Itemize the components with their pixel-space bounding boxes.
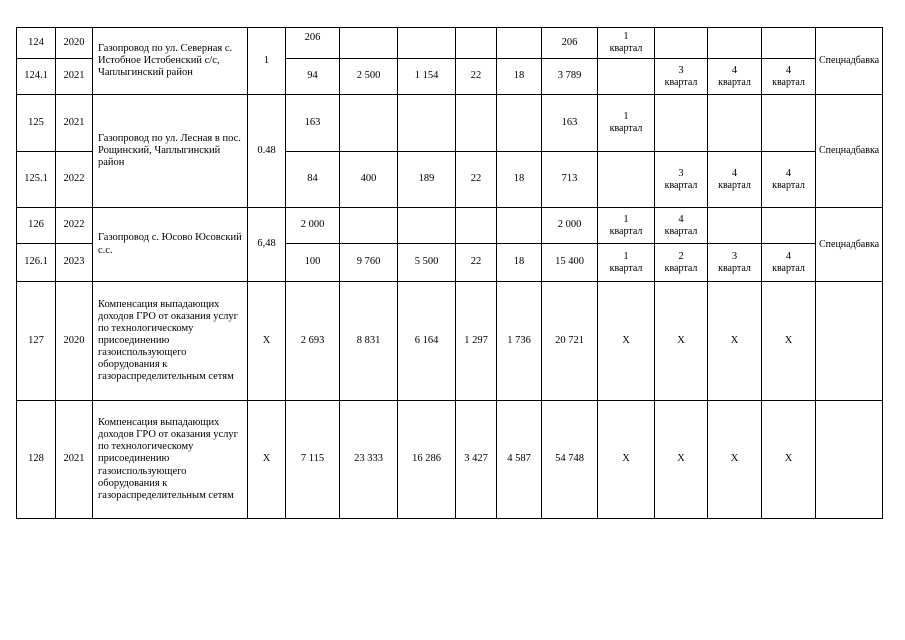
value-2: 400 (340, 152, 398, 208)
quarter-cell: 1 квартал (598, 95, 655, 152)
contractor: Спецнадбавка (816, 208, 883, 282)
quarter-cell: 4 квартал (708, 152, 762, 208)
quarter-cell (655, 95, 708, 152)
quarter-cell: Х (762, 282, 816, 401)
table-row (17, 208, 883, 244)
quarter-cell: 3 квартал (655, 59, 708, 95)
value-total: 15 400 (542, 244, 598, 282)
quarter-cell: 1 квартал (598, 208, 655, 244)
row-id: 126.1 (17, 244, 56, 282)
table-row (17, 28, 883, 59)
value-3 (398, 208, 456, 244)
value-2: 23 333 (340, 401, 398, 519)
value-1: 100 (286, 244, 340, 282)
value-1: 94 (286, 59, 340, 95)
quarter-cell (598, 152, 655, 208)
contractor: Спецнадбавка (816, 95, 883, 208)
table-row (17, 95, 883, 152)
row-year: 2021 (56, 59, 93, 95)
value-5 (497, 28, 542, 59)
value-2: 2 500 (340, 59, 398, 95)
project-length: 1 (248, 28, 286, 95)
value-1: 84 (286, 152, 340, 208)
value-4: 22 (456, 59, 497, 95)
quarter-cell: 4 квартал (655, 208, 708, 244)
row-id: 124.1 (17, 59, 56, 95)
value-5: 1 736 (497, 282, 542, 401)
project-length: Х (248, 401, 286, 519)
value-4: 22 (456, 152, 497, 208)
project-name: Газопровод по ул. Лесная в пос. Рощинский, Чаплыгинский район (93, 95, 248, 208)
value-total: 54 748 (542, 401, 598, 519)
value-4: 22 (456, 244, 497, 282)
value-5: 4 587 (497, 401, 542, 519)
project-length: Х (248, 282, 286, 401)
quarter-cell: Х (708, 401, 762, 519)
value-4: 3 427 (456, 401, 497, 519)
project-name: Газопровод по ул. Северная с. Истобное Истобенский с/с, Чаплыгинский район (93, 28, 248, 95)
value-1: 2 000 (286, 208, 340, 244)
project-length: 6,48 (248, 208, 286, 282)
value-5: 18 (497, 59, 542, 95)
value-1: 206 (286, 28, 340, 59)
quarter-cell: 3 квартал (708, 244, 762, 282)
value-4 (456, 28, 497, 59)
value-total: 3 789 (542, 59, 598, 95)
row-year: 2021 (56, 95, 93, 152)
value-5 (497, 208, 542, 244)
value-3: 189 (398, 152, 456, 208)
contractor (816, 282, 883, 401)
quarter-cell (655, 28, 708, 59)
quarter-cell: 1 квартал (598, 244, 655, 282)
value-total: 2 000 (542, 208, 598, 244)
row-year: 2020 (56, 28, 93, 59)
quarter-cell (708, 28, 762, 59)
project-name: Газопровод с. Юсово Юсовский с.с. (93, 208, 248, 282)
quarter-cell: 1 квартал (598, 28, 655, 59)
value-total: 163 (542, 95, 598, 152)
quarter-cell: 2 квартал (655, 244, 708, 282)
value-total: 20 721 (542, 282, 598, 401)
quarter-cell (708, 208, 762, 244)
value-5 (497, 95, 542, 152)
investment-table (16, 27, 883, 519)
row-id: 125.1 (17, 152, 56, 208)
value-3: 6 164 (398, 282, 456, 401)
quarter-cell: Х (598, 282, 655, 401)
value-2 (340, 28, 398, 59)
quarter-cell (598, 59, 655, 95)
value-5: 18 (497, 152, 542, 208)
quarter-cell: 3 квартал (655, 152, 708, 208)
value-1: 7 115 (286, 401, 340, 519)
value-5: 18 (497, 244, 542, 282)
quarter-cell: Х (762, 401, 816, 519)
contractor: Спецнадбавка (816, 28, 883, 95)
value-2: 9 760 (340, 244, 398, 282)
value-4: 1 297 (456, 282, 497, 401)
project-name: Компенсация выпадающих доходов ГРО от оказания услуг по технологическому присоединению газоиспользующего оборудования к газораспределительным сетям (93, 282, 248, 401)
value-1: 2 693 (286, 282, 340, 401)
row-year: 2022 (56, 152, 93, 208)
quarter-cell (762, 95, 816, 152)
row-year: 2021 (56, 401, 93, 519)
value-total: 713 (542, 152, 598, 208)
row-id: 126 (17, 208, 56, 244)
value-1: 163 (286, 95, 340, 152)
value-total: 206 (542, 28, 598, 59)
value-3 (398, 28, 456, 59)
row-year: 2020 (56, 282, 93, 401)
value-3 (398, 95, 456, 152)
value-2 (340, 95, 398, 152)
quarter-cell: 4 квартал (762, 152, 816, 208)
table-row (17, 401, 883, 519)
quarter-cell: Х (655, 401, 708, 519)
quarter-cell (762, 208, 816, 244)
row-year: 2022 (56, 208, 93, 244)
quarter-cell: Х (598, 401, 655, 519)
contractor (816, 401, 883, 519)
quarter-cell: 4 квартал (762, 244, 816, 282)
project-length: 0.48 (248, 95, 286, 208)
value-4 (456, 208, 497, 244)
quarter-cell: 4 квартал (762, 59, 816, 95)
value-4 (456, 95, 497, 152)
project-name: Компенсация выпадающих доходов ГРО от оказания услуг по технологическому присоединению газоиспользующего оборудования к газораспределительным сетям (93, 401, 248, 519)
row-id: 124 (17, 28, 56, 59)
value-3: 5 500 (398, 244, 456, 282)
quarter-cell: Х (655, 282, 708, 401)
row-id: 127 (17, 282, 56, 401)
quarter-cell: Х (708, 282, 762, 401)
value-2 (340, 208, 398, 244)
value-3: 1 154 (398, 59, 456, 95)
row-id: 128 (17, 401, 56, 519)
value-3: 16 286 (398, 401, 456, 519)
row-id: 125 (17, 95, 56, 152)
table-row (17, 282, 883, 401)
quarter-cell: 4 квартал (708, 59, 762, 95)
value-2: 8 831 (340, 282, 398, 401)
row-year: 2023 (56, 244, 93, 282)
quarter-cell (762, 28, 816, 59)
quarter-cell (708, 95, 762, 152)
